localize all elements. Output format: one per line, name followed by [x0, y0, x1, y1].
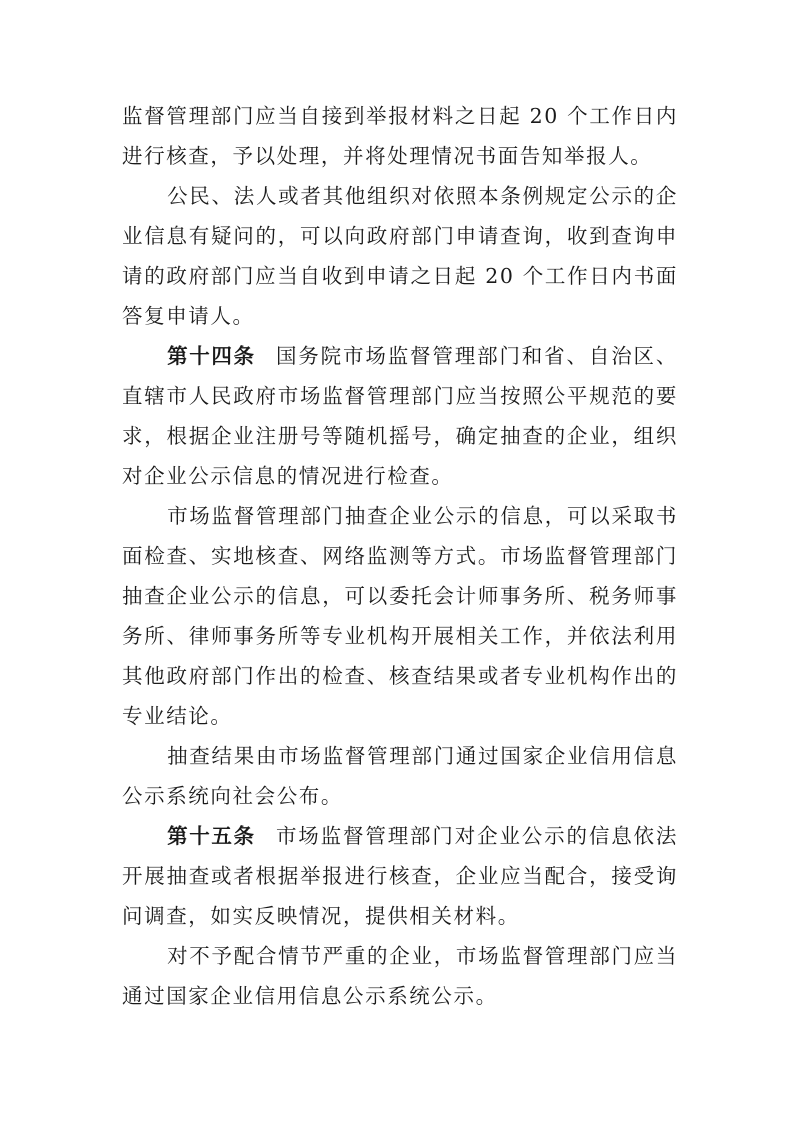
- article-14-paragraph: [122, 336, 678, 496]
- article-14-text: 国务院市场监督管理部门和省、自治区、直辖市人民政府市场监督管理部门应当按照公平规范的要求，根据企业注册号等随机摇号，确定抽查的企业，组织对企业公示信息的情况进行检查。: [122, 344, 678, 488]
- article-15-heading: 第十五条: [167, 824, 256, 848]
- paragraph-inspection-methods: 市场监督管理部门抽查企业公示的信息，可以采取书面检查、实地核查、网络监测等方式。市场监督管理部门抽查企业公示的信息，可以委托会计师事务所、税务师事务所、律师事务所等专业机构开展相关工作，并依法利用其他政府部门作出的检查、核查结果或者专业机构作出的专业结论。: [122, 504, 678, 728]
- article-15-paragraph: [122, 816, 678, 936]
- paragraph-inquiry-reply: 公民、法人或者其他组织对依照本条例规定公示的企业信息有疑问的，可以向政府部门申请查询，收到查询申请的政府部门应当自收到申请之日起 20 个工作日内书面答复申请人。: [122, 184, 678, 328]
- paragraph-continuation-reporting: 监督管理部门应当自接到举报材料之日起 20 个工作日内进行核查，予以处理，并将处理情况书面告知举报人。: [122, 104, 678, 168]
- article-15-text: 市场监督管理部门对企业公示的信息依法开展抽查或者根据举报进行核查，企业应当配合，接受询问调查，如实反映情况，提供相关材料。: [122, 824, 678, 928]
- paragraph-results-publication: 抽查结果由市场监督管理部门通过国家企业信用信息公示系统向社会公布。: [122, 744, 678, 808]
- document-body: [122, 96, 678, 1016]
- article-14-heading: 第十四条: [167, 344, 256, 368]
- paragraph-noncooperation-publicity: 对不予配合情节严重的企业，市场监督管理部门应当通过国家企业信用信息公示系统公示。: [122, 944, 678, 1008]
